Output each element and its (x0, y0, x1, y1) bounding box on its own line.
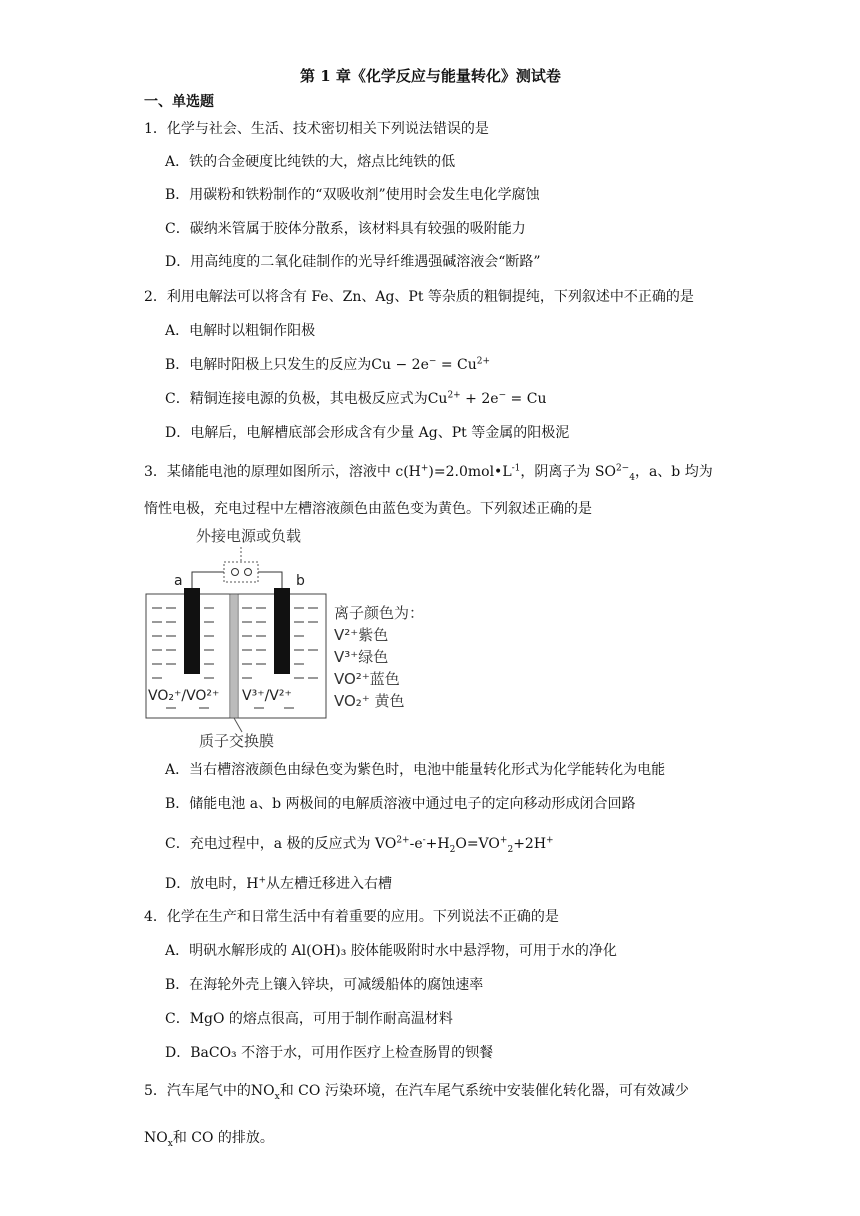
q4-option-b: B．在海轮外壳上镶入锌块，可减缓船体的腐蚀速率 (165, 977, 484, 993)
superscript: − (428, 356, 437, 367)
subscript: 2 (507, 844, 514, 855)
q3-option-c-part: -e (409, 836, 423, 852)
q2-option-b-text: B．电解时阳极上只发生的反应为 (165, 357, 372, 373)
q5-stem-part: 和 CO 污染环境，在汽车尾气系统中安装催化转化器，可有效减少 (279, 1083, 689, 1099)
q2-option-d: D．电解后，电解槽底部会形成含有少量 Ag、Pt 等金属的阳极泥 (165, 425, 570, 441)
superscript: 2+ (447, 390, 461, 401)
q3-option-b: B．储能电池 a、b 两极间的电解质溶液中通过电子的定向移动形成闭合回路 (165, 796, 636, 812)
q1-option-d: D．用高纯度的二氧化硅制作的光导纤维遇强碱溶液会“断路” (165, 254, 541, 270)
q5-stem-line2 (144, 1128, 274, 1148)
q3-stem-part: 3．某储能电池的原理如图所示，溶液中 c(H (144, 464, 421, 480)
superscript: − (498, 390, 507, 401)
q2-option-b-equation-tail: = Cu (436, 357, 477, 373)
diagram-top-label: 外接电源或负载 (196, 527, 302, 545)
q2-stem: 2．利用电解法可以将含有 Fe、Zn、Ag、Pt 等杂质的粗铜提纯，下列叙述中不正确的是 (144, 289, 694, 305)
legend-item: VO₂⁺ 黄色 (334, 692, 405, 710)
page-title: 第 1 章《化学反应与能量转化》测试卷 (300, 67, 561, 85)
nox-formula: NO (144, 1130, 168, 1146)
subscript: 4 (629, 472, 635, 483)
electrode-b (274, 588, 290, 674)
q5-stem-part: 和 CO 的排放。 (172, 1130, 274, 1146)
electrode-b-label: b (296, 573, 305, 589)
electrolysis-cell-diagram (144, 522, 416, 752)
q4-option-c: C．MgO 的熔点很高，可用于制作耐高温材料 (165, 1011, 453, 1027)
q3-option-c-part: +H (425, 836, 450, 852)
superscript: -1 (511, 463, 521, 474)
leader-line (234, 718, 242, 732)
terminal-icon (245, 569, 252, 576)
superscript: + (499, 835, 508, 846)
q1-option-c: C．碳纳米管属于胶体分散系，该材料具有较强的吸附能力 (165, 221, 526, 237)
q2-option-c-equation: Cu (427, 391, 448, 407)
nox-formula: NO (250, 1083, 275, 1099)
subscript: x (274, 1091, 280, 1102)
q3-option-a: A．当右槽溶液颜色由绿色变为紫色时，电池中能量转化形式为化学能转化为电能 (165, 762, 666, 778)
left-ions-label: VO₂⁺/VO²⁺ (148, 688, 220, 704)
q2-option-a: A．电解时以粗铜作阳极 (165, 323, 316, 339)
superscript: 2+ (476, 356, 491, 367)
legend-item: VO²⁺蓝色 (334, 670, 400, 688)
q4-option-d: D．BaCO₃ 不溶于水，可用作医疗上检查肠胃的钡餐 (165, 1045, 494, 1061)
section-heading: 一、单选题 (144, 94, 214, 110)
membrane-label: 质子交换膜 (199, 732, 275, 750)
q1-option-a: A．铁的合金硬度比纯铁的大，熔点比纯铁的低 (165, 154, 456, 170)
cell-svg (144, 522, 416, 752)
q1-option-b: B．用碳粉和铁粉制作的“双吸收剂”使用时会发生电化学腐蚀 (165, 187, 540, 203)
right-ions-label: V³⁺/V²⁺ (242, 688, 292, 704)
q2-option-c-equation-tail: = Cu (506, 391, 547, 407)
superscript: + (546, 835, 554, 846)
q3-stem-part: )=2.0mol•L (428, 464, 512, 480)
superscript: 2− (615, 463, 630, 474)
power-source-box (224, 562, 258, 582)
q2-option-c-equation-mid: + 2e (460, 391, 499, 407)
q3-stem-part: ，阴离子为 SO (520, 464, 616, 480)
legend-title: 离子颜色为： (334, 604, 416, 622)
superscript: - (422, 835, 426, 846)
q1-stem: 1．化学与社会、生活、技术密切相关下列说法错误的是 (144, 121, 489, 137)
electrode-a-label: a (174, 573, 183, 589)
q3-option-c-part: C．充电过程中，a 极的反应式为 VO (165, 836, 397, 852)
subscript: 2 (449, 844, 456, 855)
q3-option-c-part: O=VO (455, 836, 500, 852)
superscript: 2+ (396, 835, 410, 846)
subscript: x (167, 1138, 173, 1149)
q3-option-d (165, 874, 392, 894)
legend-item: V³⁺绿色 (334, 648, 389, 666)
q3-option-d-part: 从左槽迁移进入右槽 (265, 876, 392, 892)
q3-stem-line1 (144, 462, 713, 482)
q2-option-c-text: C．精铜连接电源的负极，其电极反应式为 (165, 391, 428, 407)
q3-stem-line2: 惰性电极，充电过程中左槽溶液颜色由蓝色变为黄色。下列叙述正确的是 (144, 501, 592, 517)
q3-stem-part: ，a、b 均为 (634, 464, 713, 480)
q5-stem-line1 (144, 1081, 689, 1101)
q3-option-c (165, 834, 554, 854)
q4-option-a: A．明矾水解形成的 Al(OH)₃ 胶体能吸附时水中悬浮物，可用于水的净化 (165, 943, 617, 959)
terminal-icon (232, 569, 239, 576)
q3-option-d-part: D．放电时，H (165, 876, 259, 892)
q2-option-b-equation: Cu − 2e (371, 357, 429, 373)
wire-b (258, 572, 282, 588)
q4-stem: 4．化学在生产和日常生活中有着重要的应用。下列说法不正确的是 (144, 909, 559, 925)
wire-a (192, 572, 224, 588)
q2-option-b (165, 355, 490, 375)
q2-option-c (165, 389, 546, 409)
superscript: + (258, 875, 266, 886)
legend-item: V²⁺紫色 (334, 626, 389, 644)
q5-stem-part: 5．汽车尾气中的 (144, 1083, 251, 1099)
electrode-a (184, 588, 200, 674)
q3-option-c-part: +2H (513, 836, 547, 852)
superscript: + (420, 463, 429, 474)
